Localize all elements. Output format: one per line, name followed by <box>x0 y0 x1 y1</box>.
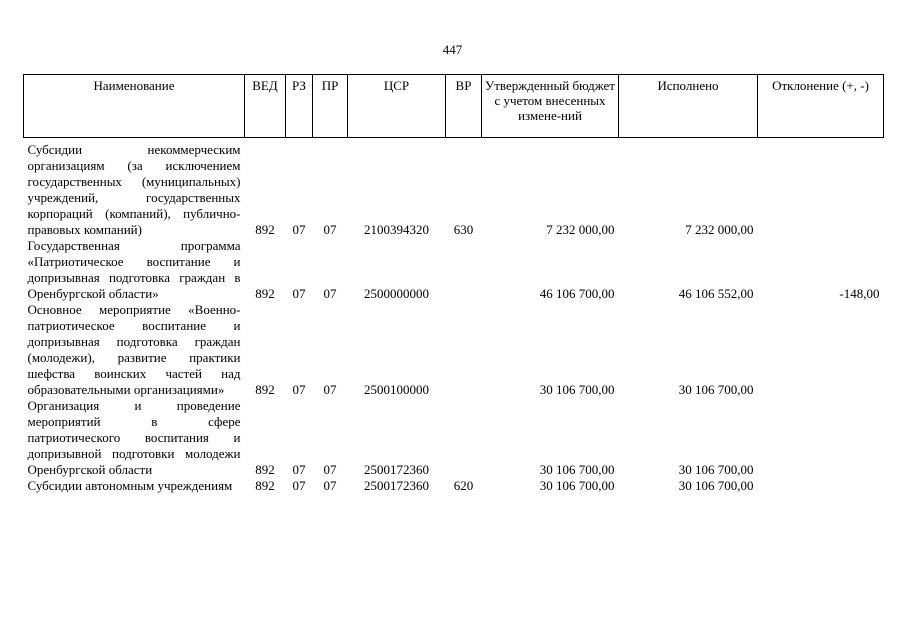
row-vr: 620 <box>453 478 474 493</box>
row-pr: 07 <box>323 286 337 301</box>
row-ved: 892 <box>255 222 275 237</box>
table-row <box>24 478 884 494</box>
row-pr: 07 <box>323 478 337 493</box>
budget-table <box>23 74 884 494</box>
row-deviation <box>758 398 884 478</box>
row-rz: 07 <box>292 222 306 237</box>
row-executed: 30 106 700,00 <box>678 462 754 477</box>
table-row <box>24 302 884 398</box>
row-ved: 892 <box>255 462 275 477</box>
row-vr: 630 <box>453 222 474 237</box>
row-name: Субсидии некоммерческим организациям (за исключением государственных (муниципальных) учреждений, государственных корпораций (компаний), публично-правовых компаний) <box>27 142 241 237</box>
page-number: 447 <box>442 42 463 57</box>
row-executed: 30 106 700,00 <box>678 478 754 493</box>
header-executed: Исполнено <box>619 75 758 138</box>
header-name: Наименование <box>24 75 245 138</box>
row-csr: 2500000000 <box>364 286 429 301</box>
row-vr <box>446 238 482 302</box>
header-deviation: Отклонение (+, -) <box>758 75 884 138</box>
row-name: Государственная программа «Патриотическое воспитание и допризывная подготовка граждан в Оренбургской области» <box>27 238 241 301</box>
header-vr: ВР <box>446 75 482 138</box>
row-csr: 2500100000 <box>364 382 429 397</box>
table-row <box>24 138 884 239</box>
row-executed: 46 106 552,00 <box>678 286 754 301</box>
row-ved: 892 <box>255 382 275 397</box>
row-approved: 30 106 700,00 <box>539 462 615 477</box>
header-csr: ЦСР <box>348 75 446 138</box>
row-name: Организация и проведение мероприятий в сфере патриотического воспитания и допризывной подготовки молодежи Оренбургской области <box>27 398 241 477</box>
row-pr: 07 <box>323 382 337 397</box>
row-ved: 892 <box>255 478 275 493</box>
row-pr: 07 <box>323 222 337 237</box>
row-pr: 07 <box>323 462 337 477</box>
row-rz: 07 <box>292 286 306 301</box>
table-header-row <box>24 75 884 138</box>
row-rz: 07 <box>292 462 306 477</box>
row-approved: 30 106 700,00 <box>539 382 615 397</box>
row-csr: 2100394320 <box>364 222 429 237</box>
row-deviation: -148,00 <box>839 286 880 301</box>
header-pr: ПР <box>313 75 348 138</box>
row-vr <box>446 398 482 478</box>
row-executed: 7 232 000,00 <box>685 222 754 237</box>
row-vr <box>446 302 482 398</box>
table-row <box>24 238 884 302</box>
row-deviation <box>758 302 884 398</box>
row-ved: 892 <box>255 286 275 301</box>
row-approved: 30 106 700,00 <box>539 478 615 493</box>
row-deviation <box>758 478 884 494</box>
row-executed: 30 106 700,00 <box>678 382 754 397</box>
row-csr: 2500172360 <box>364 478 429 493</box>
row-approved: 7 232 000,00 <box>546 222 615 237</box>
header-approved: Утвержденный бюджет с учетом внесенных измене-ний <box>482 75 619 138</box>
row-rz: 07 <box>292 478 306 493</box>
table-row <box>24 398 884 478</box>
row-deviation <box>758 138 884 239</box>
row-name: Субсидии автономным учреждениям <box>27 478 233 493</box>
header-ved: ВЕД <box>245 75 286 138</box>
row-rz: 07 <box>292 382 306 397</box>
header-rz: РЗ <box>286 75 313 138</box>
row-csr: 2500172360 <box>364 462 429 477</box>
row-approved: 46 106 700,00 <box>539 286 615 301</box>
row-name: Основное мероприятие «Военно-патриотическое воспитание и допризывная подготовка граждан (молодежи), развитие практики шефства воинских частей над образовательными организациями» <box>27 302 241 397</box>
